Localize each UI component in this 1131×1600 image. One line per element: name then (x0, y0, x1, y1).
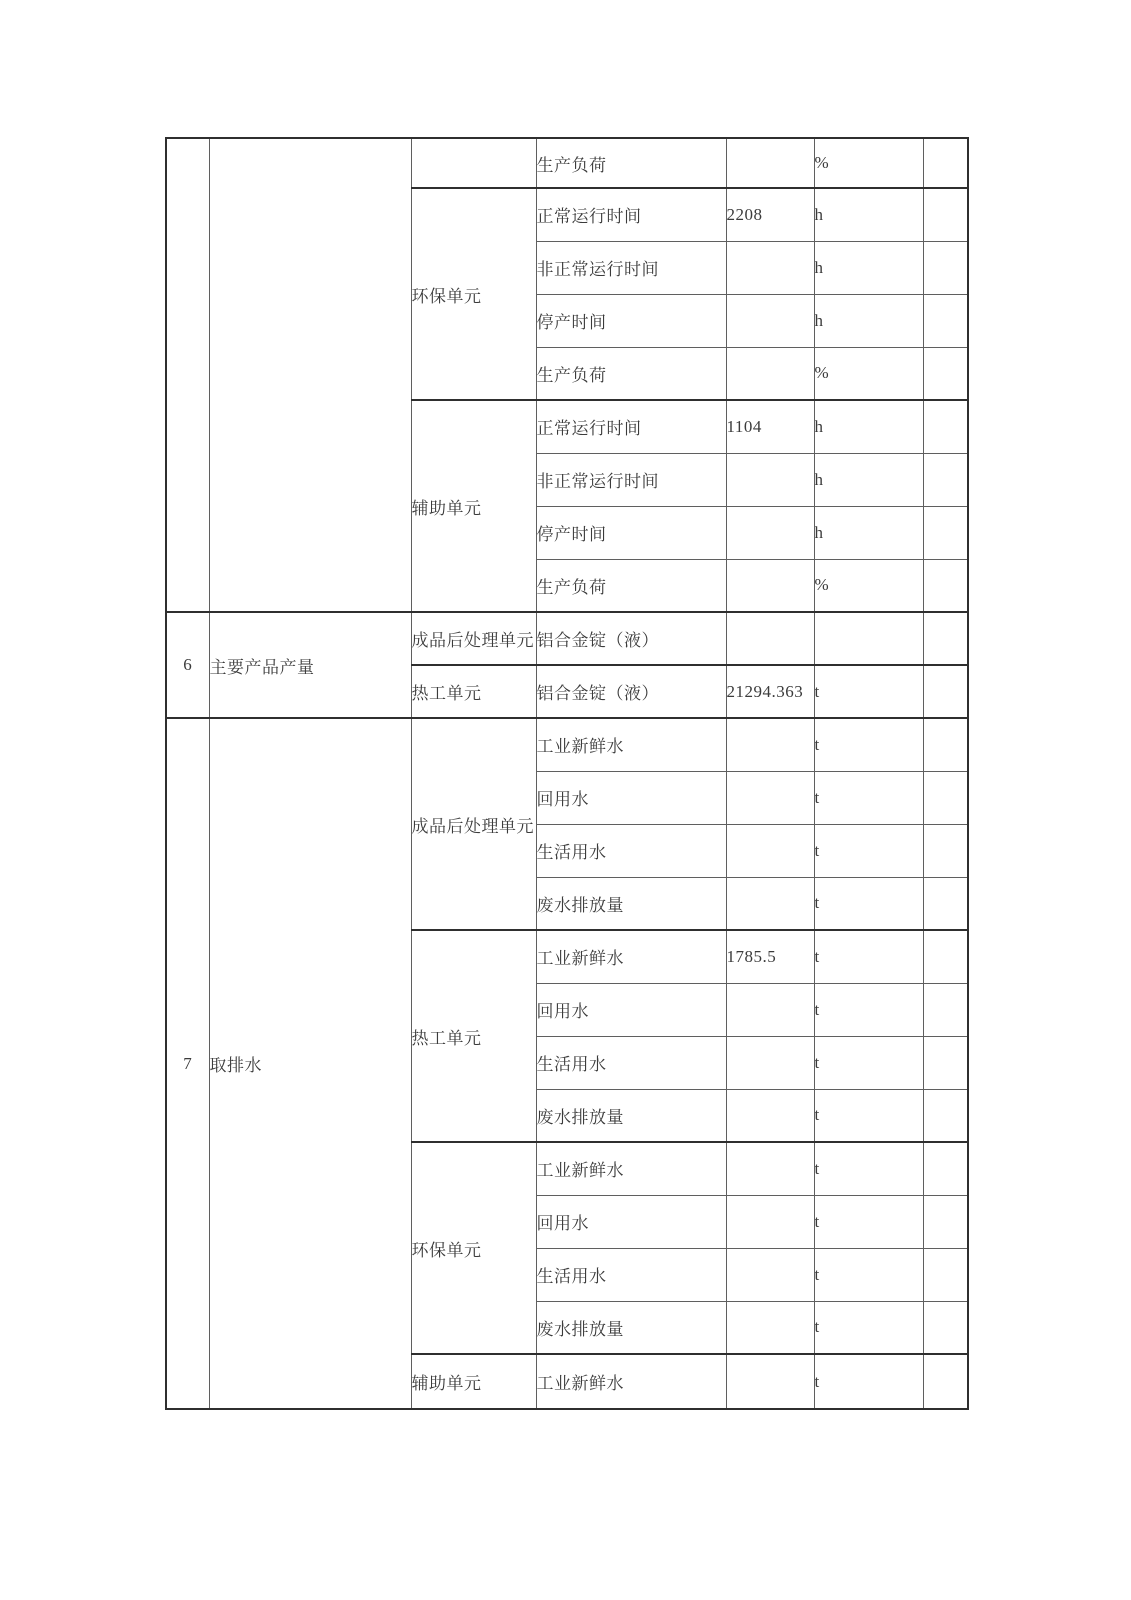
spare-cell (923, 824, 968, 877)
item-cell: 生产负荷 (536, 347, 726, 400)
spare-cell (923, 877, 968, 930)
unit-cell: % (814, 138, 923, 188)
spare-cell (923, 718, 968, 771)
spare-cell (923, 188, 968, 241)
value-cell (726, 718, 814, 771)
category-cell: 主要产品产量 (209, 612, 411, 718)
spare-cell (923, 665, 968, 718)
spare-cell (923, 1036, 968, 1089)
spare-cell (923, 506, 968, 559)
item-cell: 废水排放量 (536, 1301, 726, 1354)
spare-cell (923, 983, 968, 1036)
item-cell: 非正常运行时间 (536, 453, 726, 506)
unit-cell: t (814, 930, 923, 983)
unit-group-cell: 环保单元 (411, 1142, 536, 1354)
seq-cell: 7 (166, 718, 209, 1409)
item-cell: 工业新鲜水 (536, 718, 726, 771)
item-cell: 回用水 (536, 1195, 726, 1248)
spare-cell (923, 294, 968, 347)
item-cell: 正常运行时间 (536, 400, 726, 453)
item-cell: 生产负荷 (536, 559, 726, 612)
value-cell (726, 612, 814, 665)
unit-group-cell: 成品后处理单元 (411, 718, 536, 930)
table-row (166, 138, 968, 188)
unit-cell: h (814, 241, 923, 294)
value-cell (726, 347, 814, 400)
item-cell: 生活用水 (536, 824, 726, 877)
unit-cell: t (814, 1354, 923, 1409)
unit-group-cell: 辅助单元 (411, 400, 536, 612)
unit-cell: h (814, 506, 923, 559)
spare-cell (923, 347, 968, 400)
value-cell (726, 877, 814, 930)
item-cell: 铝合金锭（液） (536, 665, 726, 718)
item-cell: 生产负荷 (536, 138, 726, 188)
unit-cell: t (814, 1248, 923, 1301)
value-cell (726, 1248, 814, 1301)
item-cell: 工业新鲜水 (536, 1142, 726, 1195)
spare-cell (923, 1354, 968, 1409)
unit-cell: t (814, 718, 923, 771)
item-cell: 停产时间 (536, 294, 726, 347)
unit-cell: t (814, 824, 923, 877)
unit-cell: h (814, 294, 923, 347)
item-cell: 回用水 (536, 771, 726, 824)
value-cell (726, 1142, 814, 1195)
value-cell (726, 559, 814, 612)
unit-cell (814, 612, 923, 665)
unit-cell: t (814, 983, 923, 1036)
seq-cell: 6 (166, 612, 209, 718)
unit-cell: t (814, 665, 923, 718)
spare-cell (923, 138, 968, 188)
unit-cell: t (814, 1301, 923, 1354)
value-cell (726, 983, 814, 1036)
item-cell: 废水排放量 (536, 1089, 726, 1142)
value-cell (726, 138, 814, 188)
item-cell: 正常运行时间 (536, 188, 726, 241)
spare-cell (923, 1142, 968, 1195)
seq-cell (166, 138, 209, 612)
spare-cell (923, 1248, 968, 1301)
category-cell (209, 138, 411, 612)
unit-group-cell: 热工单元 (411, 665, 536, 718)
item-cell: 铝合金锭（液） (536, 612, 726, 665)
category-cell: 取排水 (209, 718, 411, 1409)
value-cell (726, 453, 814, 506)
value-cell: 21294.363 (726, 665, 814, 718)
value-cell: 1104 (726, 400, 814, 453)
value-cell: 2208 (726, 188, 814, 241)
unit-group-cell: 环保单元 (411, 188, 536, 400)
value-cell (726, 294, 814, 347)
unit-cell: h (814, 400, 923, 453)
unit-cell: t (814, 1089, 923, 1142)
spare-cell (923, 453, 968, 506)
item-cell: 生活用水 (536, 1036, 726, 1089)
unit-cell: t (814, 1142, 923, 1195)
spare-cell (923, 1301, 968, 1354)
item-cell: 非正常运行时间 (536, 241, 726, 294)
value-cell (726, 824, 814, 877)
unit-cell: % (814, 559, 923, 612)
table-row (166, 612, 968, 665)
value-cell (726, 1195, 814, 1248)
item-cell: 废水排放量 (536, 877, 726, 930)
value-cell (726, 241, 814, 294)
unit-group-cell: 辅助单元 (411, 1354, 536, 1409)
unit-group-cell: 热工单元 (411, 930, 536, 1142)
value-cell (726, 771, 814, 824)
value-cell (726, 1301, 814, 1354)
value-cell (726, 1089, 814, 1142)
unit-group-cell: 成品后处理单元 (411, 612, 536, 665)
production-report-table (165, 137, 969, 1410)
spare-cell (923, 1089, 968, 1142)
spare-cell (923, 1195, 968, 1248)
unit-cell: t (814, 1195, 923, 1248)
item-cell: 回用水 (536, 983, 726, 1036)
table-row (166, 718, 968, 771)
spare-cell (923, 612, 968, 665)
item-cell: 生活用水 (536, 1248, 726, 1301)
unit-cell: h (814, 453, 923, 506)
item-cell: 停产时间 (536, 506, 726, 559)
unit-cell: % (814, 347, 923, 400)
unit-cell: t (814, 877, 923, 930)
unit-cell: h (814, 188, 923, 241)
unit-cell: t (814, 1036, 923, 1089)
unit-cell: t (814, 771, 923, 824)
unit-group-cell (411, 138, 536, 188)
item-cell: 工业新鲜水 (536, 1354, 726, 1409)
value-cell: 1785.5 (726, 930, 814, 983)
value-cell (726, 506, 814, 559)
spare-cell (923, 559, 968, 612)
spare-cell (923, 930, 968, 983)
value-cell (726, 1354, 814, 1409)
spare-cell (923, 400, 968, 453)
value-cell (726, 1036, 814, 1089)
item-cell: 工业新鲜水 (536, 930, 726, 983)
spare-cell (923, 771, 968, 824)
spare-cell (923, 241, 968, 294)
